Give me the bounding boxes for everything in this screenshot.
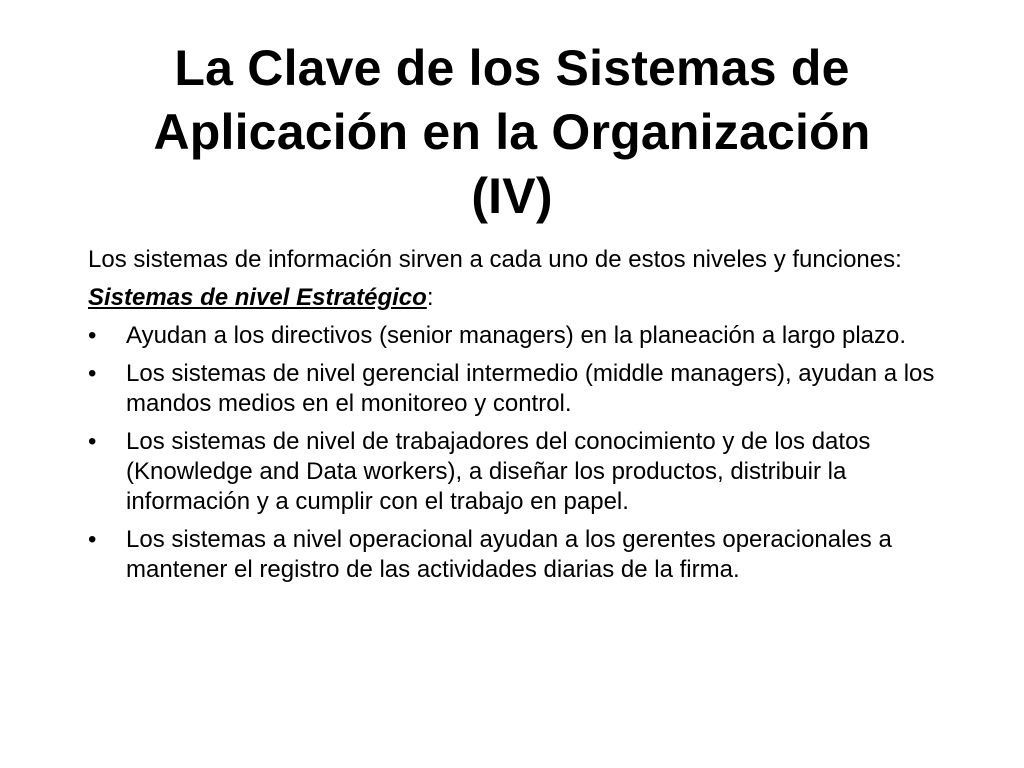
sub-heading (88, 283, 948, 313)
intro-paragraph: Los sistemas de información sirven a cada uno de estos niveles y funciones: (88, 246, 902, 273)
bullet-icon: • (88, 360, 97, 387)
bullet-item (88, 525, 948, 585)
bullet-icon: • (88, 428, 97, 455)
bullet-text: Los sistemas de nivel de trabajadores del conocimiento y de los datos (Knowledge and Data workers), a diseñar los productos, distribuir la información y a cumplir con el trabajo en papel. (126, 428, 871, 515)
title-line-1: La Clave de los Sistemas de (174, 40, 850, 96)
slide-title (60, 36, 964, 228)
bullet-text: Los sistemas a nivel operacional ayudan a los gerentes operacionales a mantener el registro de las actividades diarias de la firma. (126, 526, 892, 583)
bullet-item (88, 359, 948, 419)
title-line-3: (IV) (471, 168, 553, 224)
bullet-icon: • (88, 526, 97, 553)
slide-body (88, 245, 948, 593)
bullet-item (88, 321, 948, 351)
bullet-text: Ayudan a los directivos (senior managers) en la planeación a largo plazo. (126, 322, 907, 349)
bullet-text: Los sistemas de nivel gerencial intermedio (middle managers), ayudan a los mandos medios en el monitoreo y control. (126, 360, 935, 417)
title-line-2: Aplicación en la Organización (153, 104, 871, 160)
sub-heading-text: Sistemas de nivel Estratégico (88, 284, 427, 311)
bullet-item (88, 427, 948, 517)
bullet-list (88, 321, 948, 585)
bullet-icon: • (88, 322, 97, 349)
sub-heading-colon: : (426, 284, 434, 311)
